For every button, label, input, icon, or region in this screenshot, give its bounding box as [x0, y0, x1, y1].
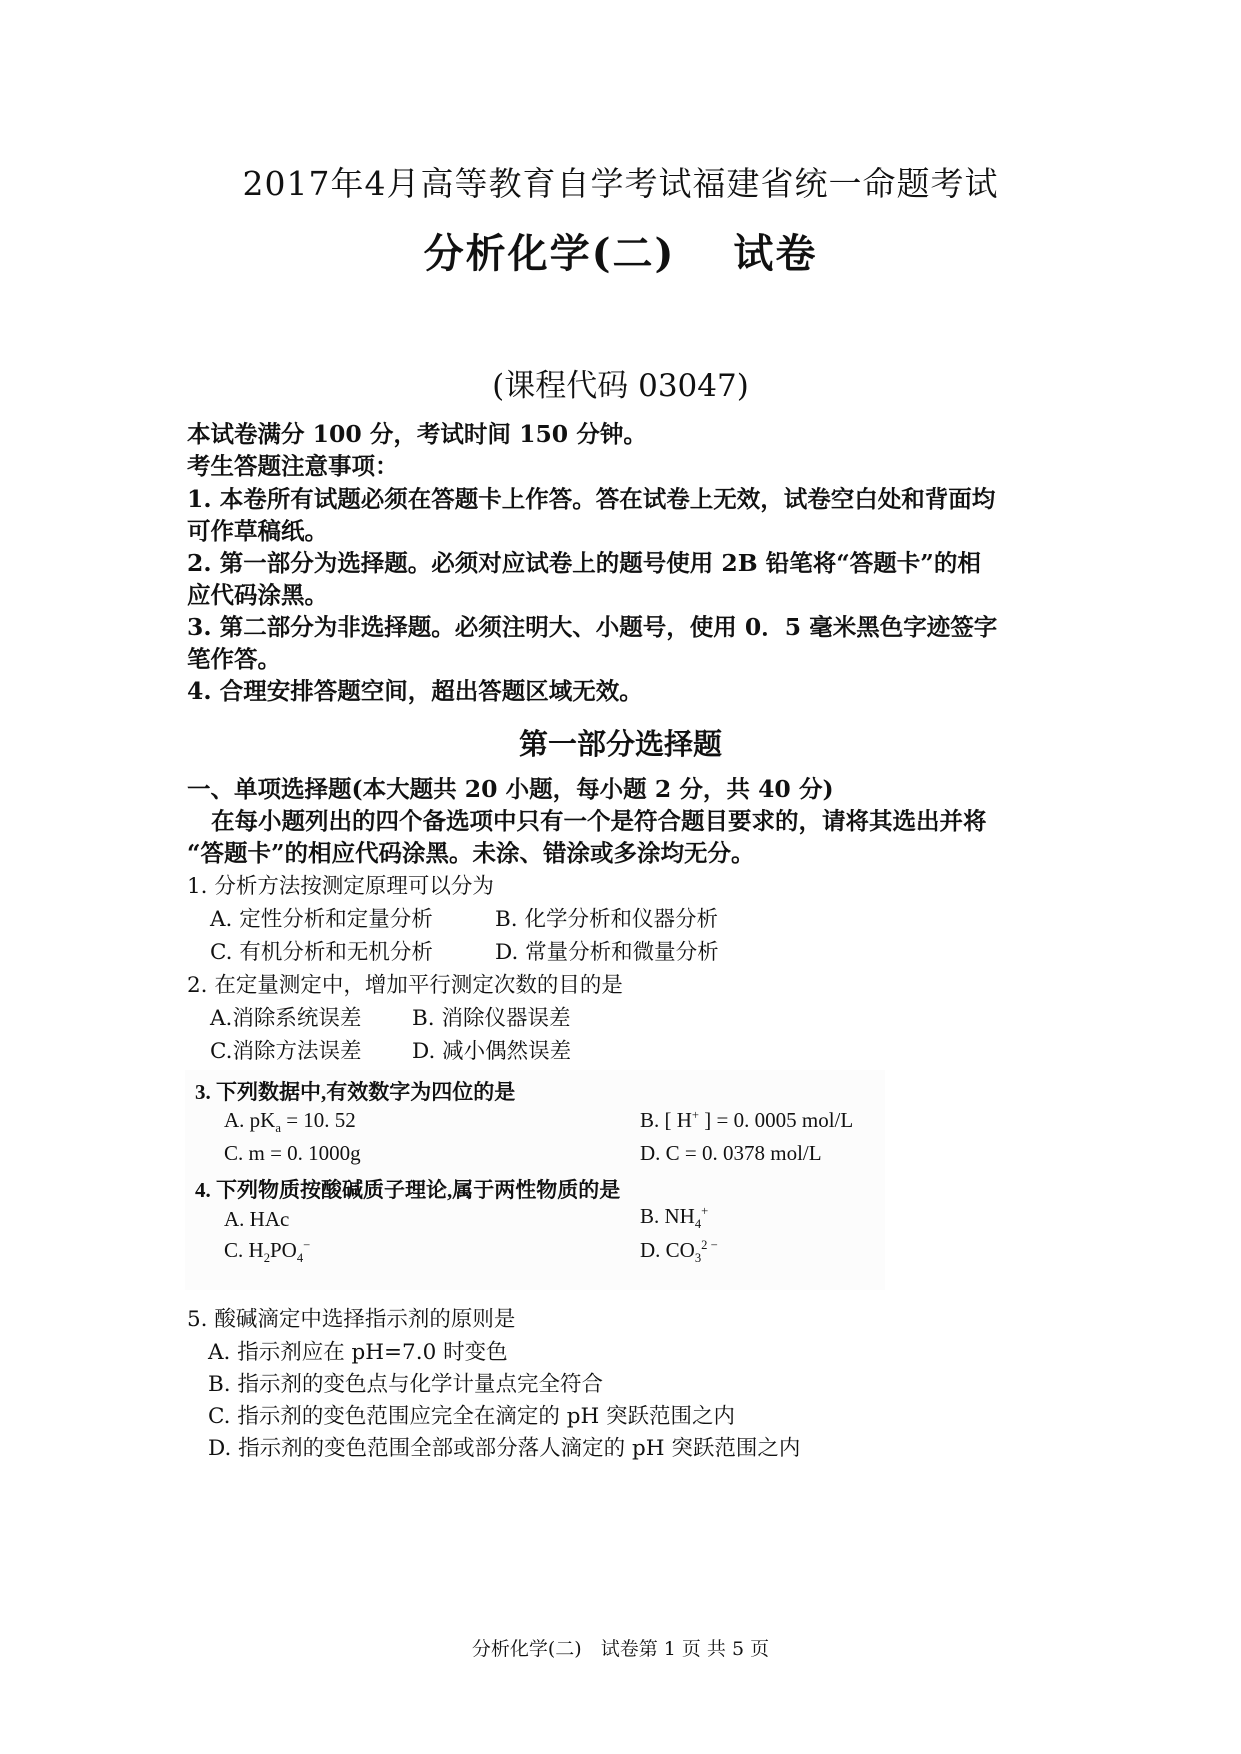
q2-option-d: D. 减小偶然误差 [412, 1039, 572, 1064]
q3-stem: 3. 下列数据中,有效数字为四位的是 [195, 1080, 516, 1104]
part1-title: 第一部分选择题 [518, 727, 722, 761]
instruction-item-1-cont: 可作草稿纸。 [187, 517, 328, 545]
exam-title: 2017年4月高等教育自学考试福建省统一命题考试 [242, 164, 999, 203]
q2-option-c: C.消除方法误差 [210, 1039, 362, 1064]
q4-stem: 4. 下列物质按酸碱质子理论,属于两性物质的是 [195, 1178, 621, 1202]
q4-option-a: A. HAc [224, 1207, 290, 1231]
instructions-heading: 考生答题注意事项： [187, 452, 399, 480]
q3-option-c: C. m = 0. 1000g [224, 1141, 361, 1165]
q2-stem: 2. 在定量测定中，增加平行测定次数的目的是 [187, 973, 623, 998]
q1-option-d: D. 常量分析和微量分析 [495, 940, 719, 965]
section-heading: 一、单项选择题(本大题共 20 小题，每小题 2 分，共 40 分) [187, 775, 834, 803]
instruction-item-2-cont: 应代码涂黑。 [187, 581, 328, 609]
instruction-item-4: 4. 合理安排答题空间，超出答题区域无效。 [187, 677, 643, 705]
section-note: 在每小题列出的四个备选项中只有一个是符合题目要求的，请将其选出并将 [211, 807, 987, 835]
q1-option-c: C. 有机分析和无机分析 [210, 940, 433, 965]
q3-option-a: A. $pK_a = 10$. 52 [224, 1108, 356, 1136]
exam-score-time: 本试卷满分 100 分，考试时间 150 分钟。 [187, 420, 647, 448]
q5-stem: 5. 酸碱滴定中选择指示剂的原则是 [187, 1307, 516, 1332]
subject-title: 分析化学(二) 试卷 [423, 230, 818, 277]
q1-option-b: B. 化学分析和仪器分析 [495, 907, 718, 932]
q1-stem: 1. 分析方法按测定原理可以分为 [187, 874, 494, 899]
q3-option-d: D. C = 0. 0378 mol/L [640, 1141, 822, 1165]
course-code: (课程代码 03047) [492, 368, 749, 404]
instruction-item-3-cont: 笔作答。 [187, 645, 281, 673]
q2-option-b: B. 消除仪器误差 [412, 1006, 571, 1031]
q1-option-a: A. 定性分析和定量分析 [210, 907, 433, 932]
q5-option-b: B. 指示剂的变色点与化学计量点完全符合 [208, 1372, 603, 1397]
q5-option-c: C. 指示剂的变色范围应完全在滴定的 pH 突跃范围之内 [208, 1404, 736, 1429]
q5-option-d: D. 指示剂的变色范围全部或部分落人滴定的 pH 突跃范围之内 [208, 1436, 801, 1461]
q3-option-b: B. [ H+ ] = 0. 0005 mol/L [640, 1108, 854, 1132]
q4-option-b: B. $NH_4^+$ [640, 1204, 709, 1232]
q4-option-c: C. $H_2PO_4^-$ [224, 1238, 311, 1266]
q4-option-d: D. $CO_3^{2 -}$ [640, 1238, 718, 1266]
section-note-cont: “答题卡”的相应代码涂黑。未涂、错涂或多涂均无分。 [187, 839, 755, 867]
instruction-item-2: 2. 第一部分为选择题。必须对应试卷上的题号使用 2B 铅笔将“答题卡”的相 [187, 549, 981, 577]
q2-option-a: A.消除系统误差 [210, 1006, 362, 1031]
page-footer: 分析化学(二) 试卷第 1 页 共 5 页 [471, 1638, 770, 1660]
instruction-item-3: 3. 第二部分为非选择题。必须注明大、小题号，使用 0．5 毫米黑色字迹签字 [187, 613, 998, 641]
q5-option-a: A. 指示剂应在 pH=7.0 时变色 [208, 1340, 508, 1365]
instruction-item-1: 1. 本卷所有试题必须在答题卡上作答。答在试卷上无效，试卷空白处和背面均 [187, 485, 996, 513]
